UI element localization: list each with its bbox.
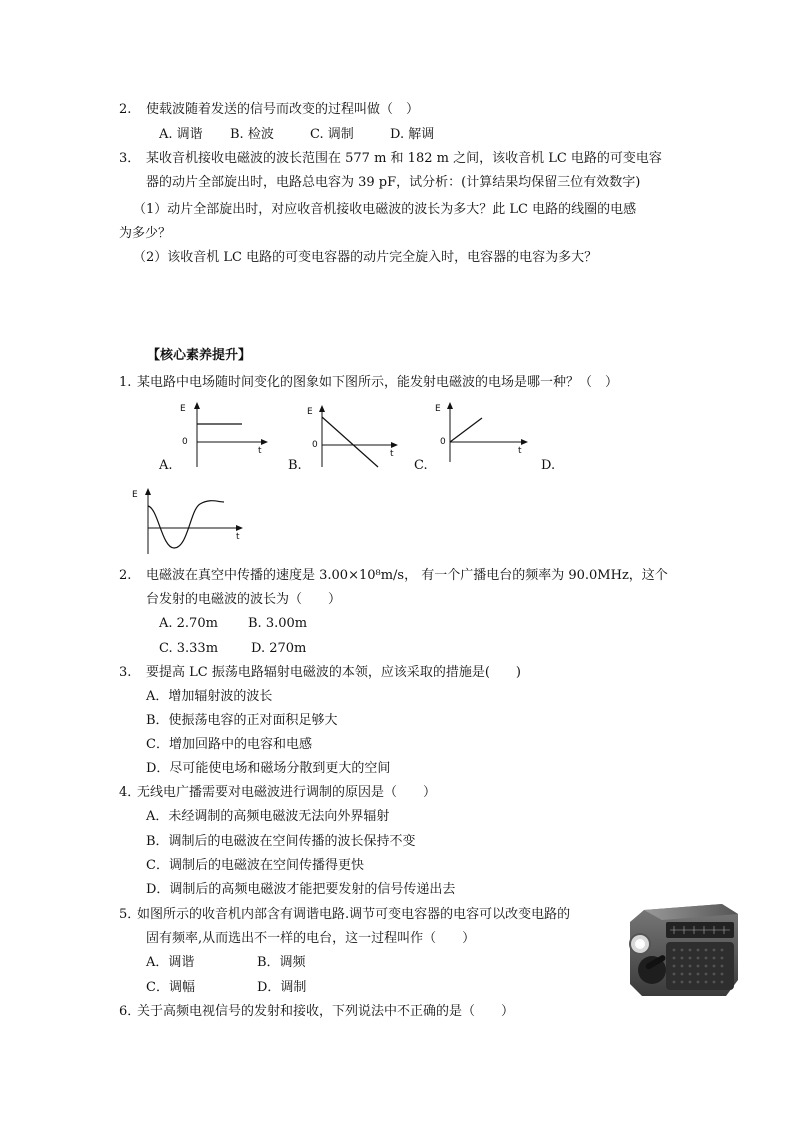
graph-d-y-label: E — [132, 490, 138, 500]
s2-q4-option-d: D．调制后的高频电磁波才能把要发射的信号传递出去 — [146, 882, 456, 897]
graph-d-x-label: t — [236, 532, 240, 542]
graph-a-x-arrow — [261, 439, 268, 445]
s2-q5-option-d: D．调制 — [257, 980, 307, 995]
s2-question-4-number: 4． — [119, 785, 141, 800]
question-2-number: 2. — [119, 102, 132, 117]
radio-speaker — [666, 942, 734, 990]
graph-d-y-arrow — [145, 488, 151, 495]
graph-a-y-arrow — [194, 402, 200, 409]
s2-question-2-line-2: 台发射的电磁波的波长为（ ） — [146, 592, 342, 607]
q2-option-d: D. 解调 — [390, 127, 435, 142]
s2-question-1-number: 1. — [119, 375, 132, 390]
graph-b-y-label: E — [307, 407, 313, 417]
question-2-text: 使载波随着发送的信号而改变的过程叫做（ ） — [146, 102, 420, 117]
radio-flashlight-lens — [635, 939, 645, 949]
s2-question-4-text: 无线电广播需要对电磁波进行调制的原因是（ ） — [137, 785, 437, 800]
s2-question-3-text: 要提高 LC 振荡电路辐射电磁波的本领，应该采取的措施是( ) — [146, 665, 521, 680]
s2-q3-option-b: B．使振荡电容的正对面积足够大 — [146, 713, 338, 728]
question-3-sub-2: （2）该收音机 LC 电路的可变电容器的动片完全旋入时，电容器的电容为多大？ — [133, 250, 598, 265]
graph-c-svg — [430, 402, 540, 472]
q2-option-b: B. 检波 — [230, 127, 274, 142]
s2-q2-option-d: D. 270m — [251, 641, 307, 656]
s2-q5-option-c: C．调幅 — [146, 980, 195, 995]
graph-a — [170, 402, 280, 472]
q2-option-c: C. 调制 — [310, 127, 354, 142]
s2-question-6-number: 6． — [119, 1004, 141, 1019]
q2-option-a: A. 调谐 — [159, 127, 203, 142]
graph-b — [300, 405, 410, 475]
s2-q2-option-c: C. 3.33m — [159, 641, 219, 656]
question-3-sub-1-line-2: 为多少？ — [119, 226, 172, 241]
graph-a-x-label: t — [258, 446, 262, 456]
s2-q3-option-c: C．增加回路中的电容和电感 — [146, 737, 312, 752]
graph-c-curve — [450, 418, 482, 442]
graph-b-x-arrow — [391, 442, 398, 448]
graph-a-letter: A. — [159, 458, 173, 473]
s2-q3-option-a: A．增加辐射波的波长 — [146, 689, 273, 704]
graph-c-y-label: E — [435, 404, 441, 414]
graph-b-origin: 0 — [312, 440, 318, 450]
s2-q2-option-b: B. 3.00m — [248, 616, 308, 631]
section-heading: 【核心素养提升】 — [147, 348, 252, 363]
s2-q4-option-a: A．未经调制的高频电磁波无法向外界辐射 — [146, 809, 390, 824]
s2-question-2-number: 2. — [119, 568, 132, 583]
graph-c-y-arrow — [447, 402, 453, 409]
graph-d-x-arrow — [236, 525, 243, 531]
question-3-sub-1-line-1: （1）动片全部旋出时，对应收音机接收电磁波的波长为多大？此 LC 电路的线圈的电感 — [133, 202, 637, 217]
s2-question-5-line-2: 固有频率,从而选出不一样的电台，这一过程叫作（ ） — [146, 931, 476, 946]
graph-a-y-label: E — [180, 404, 186, 414]
s2-question-6-text: 关于高频电视信号的发射和接收，下列说法中不正确的是（ ） — [137, 1004, 515, 1019]
s2-q4-option-c: C．调制后的电磁波在空间传播得更快 — [146, 858, 364, 873]
question-3-line-2: 器的动片全部旋出时，电路总电容为 39 pF，试分析：(计算结果均保留三位有效数字) — [146, 175, 641, 190]
s2-question-2-line-1: 电磁波在真空中传播的速度是 3.00×10⁸m/s， 有一个广播电台的频率为 90.0MHz，这个 — [146, 568, 668, 583]
question-3-line-1: 某收音机接收电磁波的波长范围在 577 m 和 182 m 之间，该收音机 LC 电路的可变电容 — [146, 151, 662, 166]
s2-question-1-text: 某电路中电场随时间变化的图象如下图所示，能发射电磁波的电场是哪一种？（ ） — [137, 375, 619, 390]
graph-d-curve — [148, 501, 224, 548]
graph-d — [128, 488, 248, 558]
radio-photo — [622, 900, 740, 1000]
graph-b-letter: B. — [288, 458, 302, 473]
s2-q2-option-a: A. 2.70m — [159, 616, 218, 631]
graph-c-origin: 0 — [440, 437, 446, 447]
s2-question-5-number: 5． — [119, 907, 141, 922]
graph-b-y-arrow — [319, 405, 325, 412]
s2-q3-option-d: D．尽可能使电场和磁场分散到更大的空间 — [146, 761, 391, 776]
graph-c-x-label: t — [518, 446, 522, 456]
s2-q5-option-b: B．调频 — [257, 955, 306, 970]
s2-q4-option-b: B．调制后的电磁波在空间传播的波长保持不变 — [146, 834, 416, 849]
graph-c — [430, 402, 540, 472]
radio-photo-svg — [622, 900, 740, 1000]
s2-question-5-line-1: 如图所示的收音机内部含有调谐电路.调节可变电容器的电容可以改变电路的 — [137, 907, 571, 922]
graph-a-origin: 0 — [182, 437, 188, 447]
s2-question-3-number: 3. — [119, 665, 132, 680]
graph-c-letter: C. — [414, 458, 428, 473]
s2-q5-option-a: A．调谐 — [146, 955, 195, 970]
graph-b-x-label: t — [390, 449, 394, 459]
question-3-number: 3． — [119, 151, 141, 166]
graph-d-svg — [128, 488, 248, 558]
graph-d-letter: D. — [541, 458, 556, 473]
graph-b-curve — [322, 417, 378, 467]
graph-c-x-arrow — [521, 439, 528, 445]
